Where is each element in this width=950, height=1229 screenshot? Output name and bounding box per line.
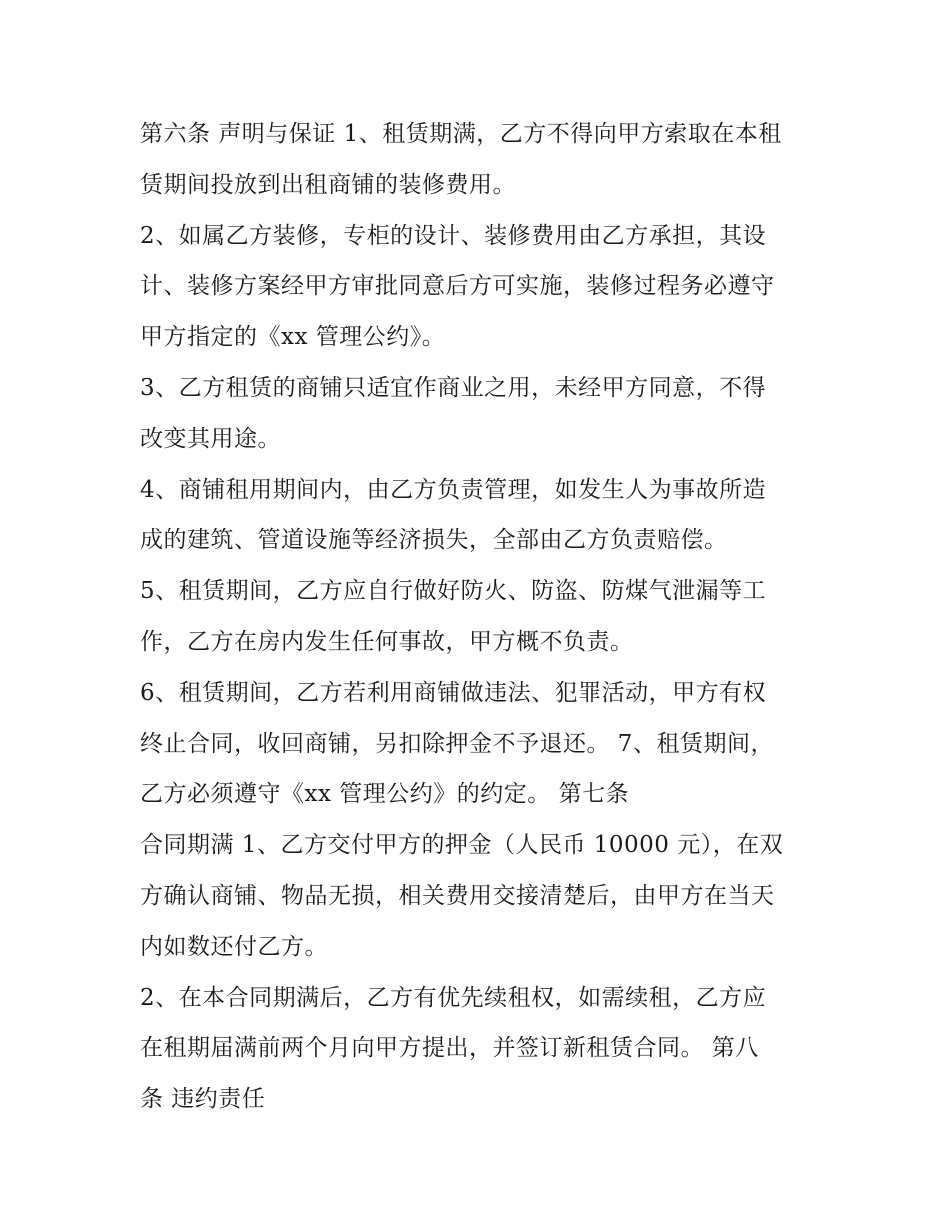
text-line: 终止合同，收回商铺，另扣除押金不予退还。 7、租赁期间，: [140, 730, 774, 757]
document-body: [140, 109, 820, 1125]
text-line: 改变其用途。: [140, 425, 281, 452]
text-line: 方确认商铺、物品无损，相关费用交接清楚后，由甲方在当天: [140, 882, 775, 909]
text-line: 6、租赁期间，乙方若利用商铺做违法、犯罪活动，甲方有权: [140, 679, 767, 706]
text-line: 乙方必须遵守《xx 管理公约》的约定。 第七条: [140, 781, 630, 808]
text-line: 2、在本合同期满后，乙方有优先续租权，如需续租，乙方应: [140, 984, 767, 1011]
text-line: 作，乙方在房内发生任何事故，甲方概不负责。: [140, 628, 634, 655]
text-line: 赁期间投放到出租商铺的装修费用。: [140, 171, 516, 198]
text-line: 计、装修方案经甲方审批同意后方可实施，装修过程务必遵守: [140, 273, 775, 300]
text-line: 成的建筑、管道设施等经济损失，全部由乙方负责赔偿。: [140, 527, 728, 554]
text-line: 第六条 声明与保证 1、租赁期满，乙方不得向甲方索取在本租: [140, 121, 782, 147]
text-line: 在租期届满前两个月向甲方提出，并签订新租赁合同。 第八: [140, 1035, 759, 1062]
text-line: 内如数还付乙方。: [140, 933, 328, 960]
text-line: 合同期满 1、乙方交付甲方的押金（人民币 10000 元），在双: [140, 832, 784, 859]
text-line: 4、商铺租用期间内，由乙方负责管理，如发生人为事故所造: [140, 476, 767, 503]
text-line: 3、乙方租赁的商铺只适宜作商业之用，未经甲方同意，不得: [140, 374, 767, 401]
text-line: 5、租赁期间，乙方应自行做好防火、防盗、防煤气泄漏等工: [140, 578, 767, 605]
text-line: 甲方指定的《xx 管理公约》。: [140, 324, 446, 351]
text-line: 2、如属乙方装修，专柜的设计、装修费用由乙方承担，其设: [140, 222, 767, 249]
text-line: 条 违约责任: [140, 1086, 266, 1113]
